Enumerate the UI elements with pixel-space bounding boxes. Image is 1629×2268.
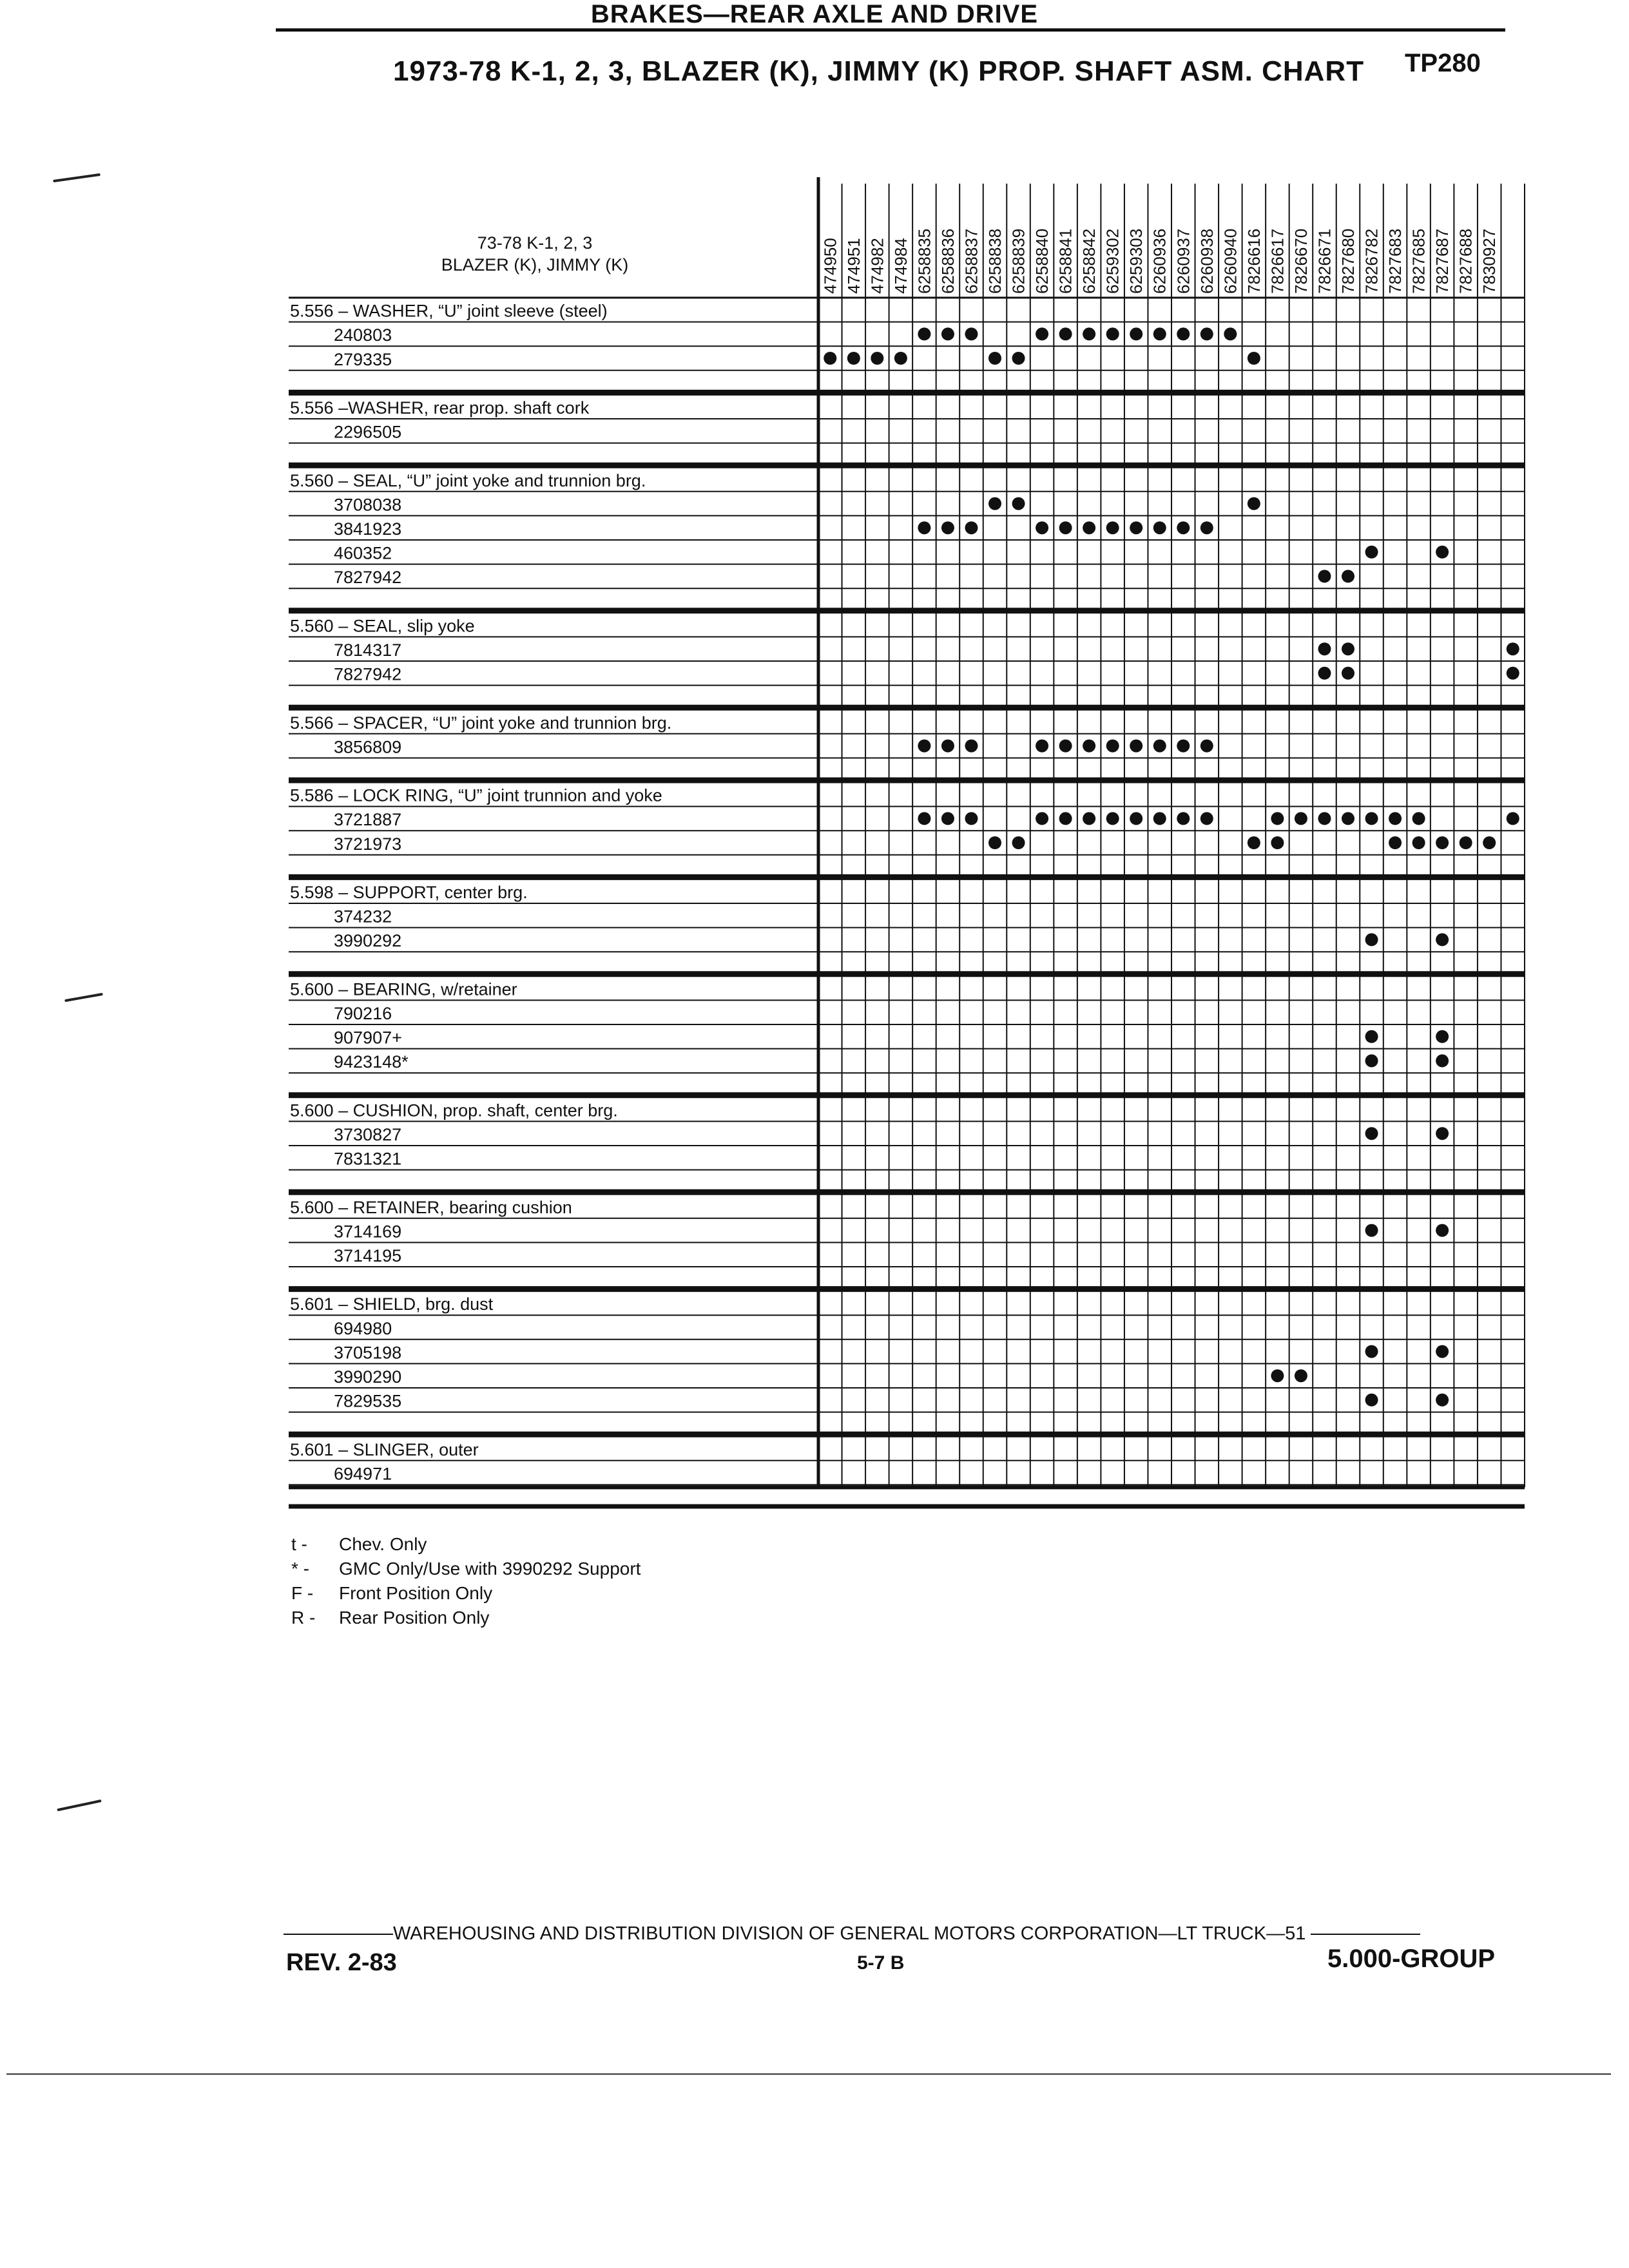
column-header: 6258838 (985, 228, 1005, 294)
fitment-dot (1436, 1127, 1449, 1140)
column-header: 6259303 (1126, 228, 1146, 294)
fitment-dot (1507, 812, 1519, 825)
fitment-dot (1436, 1030, 1449, 1043)
fitment-dot (1436, 1224, 1449, 1237)
legend-symbol: t - (291, 1534, 307, 1554)
fitment-dot (1365, 1127, 1378, 1140)
fitment-dot (1389, 812, 1402, 825)
fitment-dot (1130, 740, 1142, 753)
part-number: 3730827 (334, 1125, 402, 1144)
part-number: 3841923 (334, 519, 402, 539)
part-number: 3705198 (334, 1343, 402, 1363)
fitment-dot (1412, 836, 1425, 849)
column-header: 7826782 (1362, 228, 1382, 294)
group-label: 5.000-GROUP (1327, 1945, 1496, 1973)
part-number: 7827942 (334, 664, 402, 684)
column-header: 7826617 (1268, 228, 1287, 294)
column-header: 7827687 (1432, 228, 1452, 294)
column-header: 474951 (843, 238, 863, 294)
fitment-dot (1200, 521, 1213, 534)
fitment-dot (1200, 740, 1213, 753)
legend-symbol: F - (291, 1583, 314, 1603)
legend (291, 1532, 641, 1630)
part-number: 3990292 (334, 931, 402, 951)
legend-text: Chev. Only (339, 1534, 427, 1554)
fitment-dot (1436, 546, 1449, 559)
part-number: 279335 (334, 349, 392, 369)
part-number: 7827942 (334, 568, 402, 588)
fitment-dot (1318, 570, 1331, 582)
fitment-dot (824, 352, 836, 365)
fitment-dot (1365, 1054, 1378, 1067)
fitment-dot (1106, 327, 1119, 340)
fitment-dot (1507, 642, 1519, 655)
fitment-dot (965, 812, 978, 825)
fitment-dot (1318, 667, 1331, 680)
group-title: 5.601 – SLINGER, outer (290, 1439, 479, 1459)
footer-division-text: WAREHOUSING AND DISTRIBUTION DIVISION OF GENERAL MOTORS CORPORATION—LT TRUCK—51 (393, 1923, 1306, 1944)
group-title: 5.560 – SEAL, “U” joint yoke and trunnion brg. (290, 470, 646, 490)
fitment-dot (1177, 327, 1190, 340)
fitment-dot (1483, 836, 1496, 849)
legend-row (291, 1557, 641, 1581)
fitment-dot (1436, 836, 1449, 849)
fitment-dot (1012, 836, 1025, 849)
fitment-dot (1365, 1224, 1378, 1237)
fitment-dot (1342, 642, 1354, 655)
fitment-dot (1130, 812, 1142, 825)
fitment-dot (988, 836, 1001, 849)
column-header: 474950 (820, 238, 840, 294)
footer-dash-left (284, 1934, 393, 1935)
fitment-dot (965, 327, 978, 340)
fitment-dot (1153, 521, 1166, 534)
part-number: 3856809 (334, 737, 402, 757)
fitment-dot (965, 740, 978, 753)
legend-symbol: R - (291, 1608, 316, 1628)
group-title: 5.556 – WASHER, “U” joint sleeve (steel) (290, 301, 608, 321)
fitment-dot (1271, 812, 1284, 825)
fitment-dot (1059, 327, 1072, 340)
fitment-dot (1271, 1369, 1284, 1382)
column-header: 6258840 (1032, 228, 1052, 294)
fitment-dot (1295, 812, 1307, 825)
column-header: 6258835 (914, 228, 934, 294)
part-number: 694971 (334, 1464, 392, 1484)
fitment-dot (1130, 521, 1142, 534)
fitment-dot (1177, 521, 1190, 534)
fitment-dot (1436, 1394, 1449, 1407)
part-number: 9423148* (334, 1052, 409, 1072)
fitment-dot (941, 327, 954, 340)
fitment-dot (1365, 546, 1378, 559)
column-header: 7827688 (1456, 228, 1476, 294)
footer-dash-right (1311, 1934, 1420, 1935)
part-number: 3721887 (334, 810, 402, 830)
column-header: 6258841 (1055, 228, 1075, 294)
column-header: 6260940 (1220, 228, 1240, 294)
column-header: 7826616 (1244, 228, 1264, 294)
group-title: 5.566 – SPACER, “U” joint yoke and trunnion brg. (290, 713, 672, 733)
fitment-dot (1153, 812, 1166, 825)
column-header: 7826671 (1315, 228, 1335, 294)
part-number: 7814317 (334, 640, 402, 660)
column-header: 7827685 (1409, 228, 1429, 294)
fitment-dot (1318, 812, 1331, 825)
fitment-dot (847, 352, 860, 365)
group-title: 5.586 – LOCK RING, “U” joint trunnion and yoke (290, 785, 662, 805)
fitment-dot (1177, 740, 1190, 753)
column-header: 7830927 (1480, 228, 1499, 294)
column-header: 7827680 (1338, 228, 1358, 294)
fitment-dot (1436, 933, 1449, 946)
legend-text: GMC Only/Use with 3990292 Support (339, 1559, 641, 1579)
column-header: 6258839 (1008, 228, 1028, 294)
corner-label-line2: BLAZER (K), JIMMY (K) (441, 255, 629, 274)
fitment-dot (988, 497, 1001, 510)
corner-label-line1: 73-78 K-1, 2, 3 (477, 233, 593, 253)
fitment-dot (1083, 812, 1095, 825)
fitment-dot (1318, 642, 1331, 655)
column-header: 6260938 (1197, 228, 1217, 294)
column-header: 6258837 (961, 228, 981, 294)
fitment-dot (1059, 740, 1072, 753)
scan-mark (57, 1800, 101, 1811)
part-number: 374232 (334, 907, 392, 927)
part-number: 694980 (334, 1318, 392, 1338)
group-title: 5.600 – CUSHION, prop. shaft, center brg. (290, 1100, 618, 1120)
fitment-dot (1436, 1054, 1449, 1067)
fitment-dot (1342, 667, 1354, 680)
part-number: 3714169 (334, 1222, 402, 1242)
fitment-dot (941, 521, 954, 534)
part-number: 460352 (334, 543, 392, 563)
fitment-dot (988, 352, 1001, 365)
fitment-dot (1460, 836, 1472, 849)
fitment-dot (1036, 521, 1048, 534)
fitment-dot (1106, 812, 1119, 825)
fitment-dot (1200, 327, 1213, 340)
fitment-dot (1365, 1345, 1378, 1358)
fitment-dot (1271, 836, 1284, 849)
fitment-dot (941, 740, 954, 753)
fitment-dot (1412, 812, 1425, 825)
chart-title: 1973-78 K-1, 2, 3, BLAZER (K), JIMMY (K) PROP. SHAFT ASM. CHART (393, 55, 1365, 87)
fitment-dot (918, 521, 930, 534)
column-header: 474984 (891, 238, 911, 294)
fitment-dot (1036, 327, 1048, 340)
fitment-dot (1342, 812, 1354, 825)
fitment-dot (1248, 497, 1260, 510)
part-number: 2296505 (334, 422, 402, 442)
legend-row (291, 1532, 641, 1557)
column-header: 6258842 (1079, 228, 1099, 294)
fitment-dot (1248, 352, 1260, 365)
group-title: 5.556 –WASHER, rear prop. shaft cork (290, 398, 590, 418)
page-number: 5-7 B (857, 1952, 905, 1974)
fitment-dot (1342, 570, 1354, 582)
part-number: 907907+ (334, 1028, 402, 1048)
fitment-dot (1036, 740, 1048, 753)
section-title: BRAKES—REAR AXLE AND DRIVE (590, 0, 1039, 28)
fitment-dot (1059, 521, 1072, 534)
part-number: 3721973 (334, 834, 402, 854)
part-number: 3990290 (334, 1367, 402, 1387)
footer-division-line (284, 1923, 1521, 1945)
legend-row (291, 1606, 641, 1630)
fitment-dot (1036, 812, 1048, 825)
group-title: 5.600 – RETAINER, bearing cushion (290, 1197, 572, 1217)
column-header: 6260937 (1173, 228, 1193, 294)
fitment-dot (1365, 1030, 1378, 1043)
fitment-dot (1177, 812, 1190, 825)
fitment-dot (1153, 740, 1166, 753)
column-header: 6260936 (1150, 228, 1170, 294)
fitment-dot (1389, 836, 1402, 849)
fitment-dot (1436, 1345, 1449, 1358)
fitment-dot (1507, 667, 1519, 680)
column-header: 6259302 (1103, 228, 1123, 294)
fitment-dot (1248, 836, 1260, 849)
legend-row (291, 1581, 641, 1606)
column-header: 7826670 (1291, 228, 1311, 294)
group-title: 5.560 – SEAL, slip yoke (290, 616, 475, 636)
fitment-dot (1083, 327, 1095, 340)
part-number: 240803 (334, 325, 392, 345)
fitment-dot (1365, 1394, 1378, 1407)
fitment-dot (1365, 933, 1378, 946)
bottom-rule (6, 2073, 1611, 2075)
legend-text: Rear Position Only (339, 1608, 490, 1628)
fitment-dot (1083, 740, 1095, 753)
fitment-dot (1106, 521, 1119, 534)
part-number: 7829535 (334, 1391, 402, 1411)
fitment-dot (1224, 327, 1237, 340)
fitment-dot (965, 521, 978, 534)
fitment-dot (1012, 497, 1025, 510)
fitment-dot (1200, 812, 1213, 825)
fitment-dot (894, 352, 907, 365)
group-title: 5.601 – SHIELD, brg. dust (290, 1294, 494, 1314)
fitment-dot (1106, 740, 1119, 753)
fitment-dot (1153, 327, 1166, 340)
fitment-dot (918, 327, 930, 340)
legend-symbol: * - (291, 1559, 309, 1579)
fitment-dot (1295, 1369, 1307, 1382)
revision-label: REV. 2-83 (286, 1949, 397, 1976)
column-header: 6258836 (938, 228, 958, 294)
fitment-dot (1059, 812, 1072, 825)
group-title: 5.600 – BEARING, w/retainer (290, 979, 517, 999)
fitment-dot (1365, 812, 1378, 825)
fitment-dot (918, 812, 930, 825)
fitment-dot (1083, 521, 1095, 534)
legend-text: Front Position Only (339, 1583, 493, 1603)
fitment-dot (1012, 352, 1025, 365)
part-number: 3708038 (334, 495, 402, 515)
part-number: 790216 (334, 1004, 392, 1023)
column-header: 474982 (867, 238, 887, 294)
fitment-dot (918, 740, 930, 753)
chart-code: TP280 (1405, 49, 1481, 77)
part-number: 7831321 (334, 1149, 402, 1169)
column-header: 7827683 (1385, 228, 1405, 294)
part-number: 3714195 (334, 1246, 402, 1265)
fitment-dot (871, 352, 883, 365)
group-title: 5.598 – SUPPORT, center brg. (290, 883, 528, 902)
fitment-dot (1130, 327, 1142, 340)
fitment-dot (941, 812, 954, 825)
